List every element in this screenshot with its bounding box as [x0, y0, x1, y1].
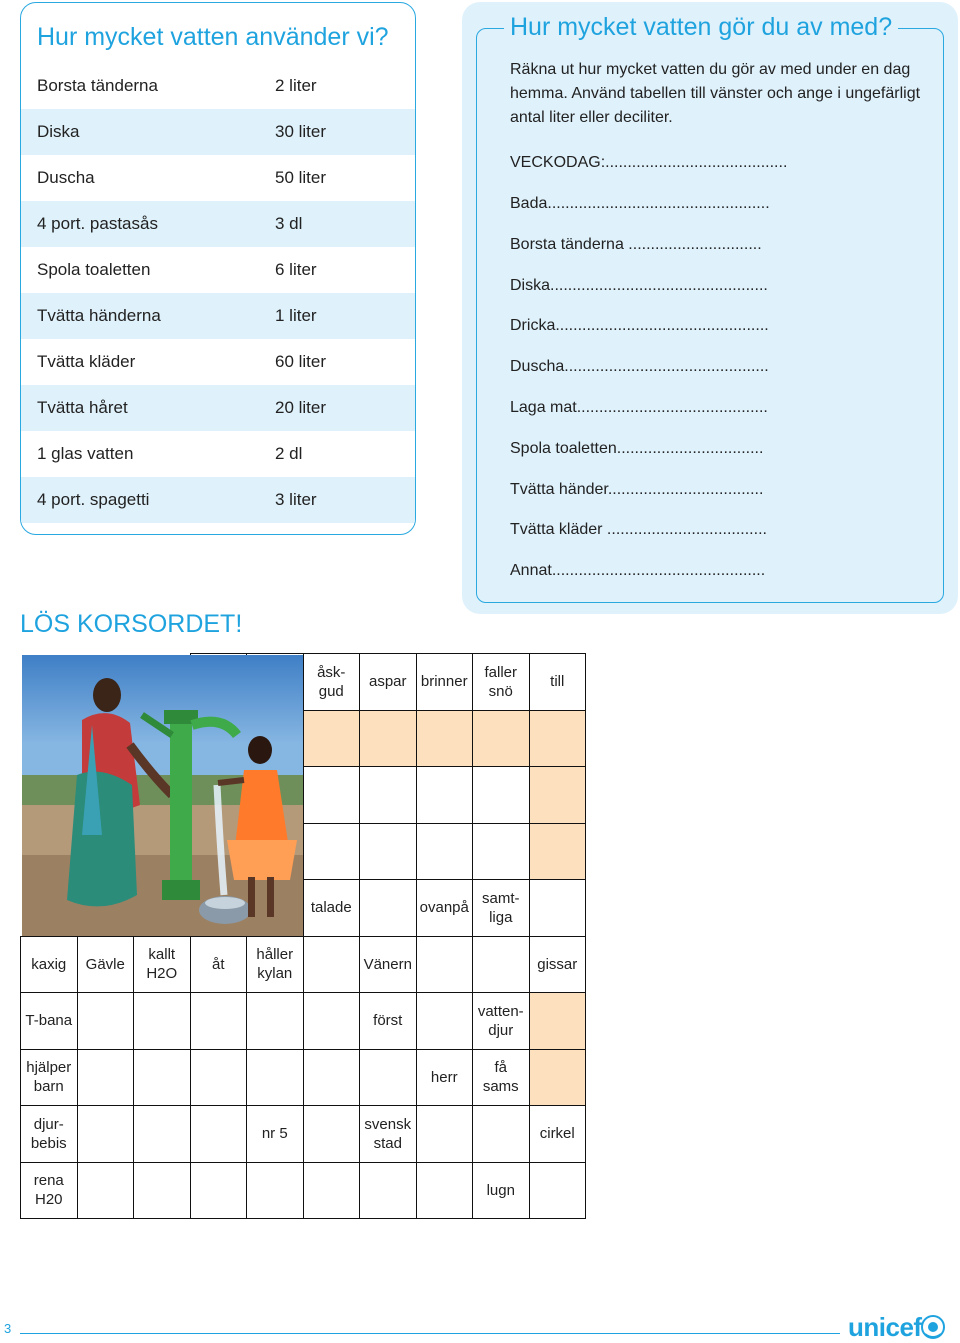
clue-text: åt — [211, 955, 225, 973]
crossword-answer-cell[interactable] — [246, 1162, 304, 1220]
clue-text: djur- bebis — [30, 1115, 67, 1152]
calc-item-field[interactable]: Dricka................................................ — [510, 317, 769, 335]
crossword-answer-cell[interactable] — [133, 1049, 191, 1107]
crossword-clue-cell — [246, 936, 304, 994]
clue-text: lugn — [486, 1181, 515, 1199]
crossword-clue-cell — [359, 936, 417, 994]
crossword-answer-cell[interactable] — [359, 1049, 417, 1107]
crossword-clue-cell — [472, 1162, 530, 1220]
crossword-answer-cell[interactable] — [77, 1049, 135, 1107]
page-number: 3 — [4, 1321, 12, 1336]
crossword-shaded-cell[interactable] — [529, 992, 587, 1050]
crossword-answer-cell[interactable] — [133, 1105, 191, 1163]
calc-item-field[interactable]: Tvätta händer................................... — [510, 480, 764, 498]
clue-text: hjälper barn — [26, 1059, 72, 1096]
crossword-answer-cell[interactable] — [359, 1162, 417, 1220]
crossword-answer-cell[interactable] — [416, 936, 474, 994]
crossword-clue-cell — [20, 1162, 78, 1220]
crossword-answer-cell[interactable] — [416, 823, 474, 881]
usage-amount: 2 liter — [275, 76, 317, 95]
crossword-clue-cell — [77, 936, 135, 994]
crossword-answer-cell[interactable] — [359, 879, 417, 937]
crossword-clue-cell — [472, 879, 530, 937]
usage-row — [21, 385, 415, 431]
usage-row — [21, 339, 415, 385]
crossword-answer-cell[interactable] — [133, 992, 191, 1050]
clue-text: nr 5 — [261, 1125, 288, 1143]
clue-text: åsk- gud — [317, 663, 346, 700]
crossword-clue-cell — [20, 936, 78, 994]
water-usage-table — [20, 2, 416, 535]
usage-row — [21, 431, 415, 477]
crossword-answer-cell[interactable] — [472, 823, 530, 881]
water-pump-photo — [22, 655, 303, 936]
usage-amount: 3 liter — [275, 490, 317, 509]
crossword-clue-cell — [20, 992, 78, 1050]
crossword-shaded-cell[interactable] — [529, 710, 587, 768]
usage-activity: Diska — [37, 122, 80, 141]
crossword-answer-cell[interactable] — [77, 992, 135, 1050]
crossword-answer-cell[interactable] — [416, 1162, 474, 1220]
crossword-answer-cell[interactable] — [303, 936, 361, 994]
usage-row — [21, 63, 415, 109]
crossword-answer-cell[interactable] — [303, 766, 361, 824]
usage-activity: Spola toaletten — [37, 260, 151, 279]
crossword-clue-cell — [472, 1049, 530, 1107]
clue-text: först — [373, 1012, 403, 1030]
clue-text: Gävle — [85, 955, 125, 973]
crossword-clue-cell — [416, 1049, 474, 1107]
calc-item-field[interactable]: Bada.................................................. — [510, 195, 770, 212]
crossword-clue-cell — [303, 653, 361, 711]
usage-table-title: Hur mycket vatten använder vi? — [37, 23, 389, 51]
usage-activity: Duscha — [37, 168, 95, 187]
calc-item-field[interactable]: Borsta tänderna .............................. — [510, 235, 762, 253]
crossword-answer-cell[interactable] — [416, 766, 474, 824]
crossword-answer-cell[interactable] — [190, 1049, 248, 1107]
calc-item-field[interactable]: Annat................................................ — [510, 562, 766, 580]
crossword-clue-cell — [359, 653, 417, 711]
usage-amount: 6 liter — [275, 260, 317, 279]
crossword-answer-cell[interactable] — [246, 1049, 304, 1107]
crossword-answer-cell[interactable] — [303, 823, 361, 881]
crossword-shaded-cell[interactable] — [303, 710, 361, 768]
usage-amount: 20 liter — [275, 398, 327, 417]
clue-text: rena H20 — [33, 1172, 64, 1209]
crossword-answer-cell[interactable] — [359, 766, 417, 824]
footer-rule — [20, 1333, 840, 1334]
crossword-answer-cell[interactable] — [416, 1105, 474, 1163]
crossword-clue-cell — [416, 879, 474, 937]
crossword-clue-cell — [529, 936, 587, 994]
crossword-clue-cell — [246, 1105, 304, 1163]
clue-text: cirkel — [539, 1125, 575, 1143]
crossword-clue-cell — [20, 1049, 78, 1107]
clue-text: faller snö — [484, 663, 517, 700]
usage-amount: 30 liter — [275, 122, 327, 141]
calc-title: Hur mycket vatten gör du av med? — [504, 13, 898, 41]
crossword-clue-cell — [529, 653, 587, 711]
usage-activity: Tvätta håret — [37, 398, 128, 417]
usage-activity: 4 port. pastasås — [37, 214, 158, 233]
clue-text: kaxig — [31, 955, 67, 973]
water-calculation-panel — [462, 2, 958, 614]
calc-item-field[interactable]: Tvätta kläder .................................... — [510, 521, 767, 539]
usage-row — [21, 247, 415, 293]
crossword-clue-cell — [303, 879, 361, 937]
crossword-clue-cell — [133, 936, 191, 994]
usage-amount: 2 dl — [275, 444, 303, 463]
crossword-answer-cell[interactable] — [529, 879, 587, 937]
crossword-answer-cell[interactable] — [303, 1105, 361, 1163]
usage-rows — [21, 63, 415, 523]
crossword-answer-cell[interactable] — [359, 823, 417, 881]
clue-text: ovanpå — [419, 899, 469, 917]
usage-amount: 60 liter — [275, 352, 327, 371]
clue-text: Vänern — [363, 955, 412, 973]
crossword-answer-cell[interactable] — [246, 992, 304, 1050]
crossword-shaded-cell[interactable] — [529, 766, 587, 824]
crossword-clue-cell — [416, 653, 474, 711]
unicef-logo: unicef — [848, 1312, 922, 1342]
calc-intro: Räkna ut hur mycket vatten du gör av med under en dag hemma. Använd tabellen till vänster och ange i ungefärligt antal liter eller deciliter. — [510, 61, 921, 126]
crossword-answer-cell[interactable] — [529, 1162, 587, 1220]
crossword-clue-cell — [472, 653, 530, 711]
usage-amount: 1 liter — [275, 306, 317, 325]
crossword-clue-cell — [529, 1105, 587, 1163]
usage-activity: 1 glas vatten — [37, 444, 134, 463]
crossword-answer-cell[interactable] — [472, 936, 530, 994]
crossword-answer-cell[interactable] — [77, 1162, 135, 1220]
clue-text: svensk stad — [364, 1115, 412, 1152]
clue-text: kallt H2O — [146, 946, 178, 983]
usage-amount: 50 liter — [275, 168, 327, 187]
clue-text: håller kylan — [256, 946, 294, 983]
crossword-answer-cell[interactable] — [133, 1162, 191, 1220]
usage-row — [21, 155, 415, 201]
usage-row — [21, 201, 415, 247]
crossword-clue-cell — [472, 992, 530, 1050]
clue-text: vatten- djur — [477, 1002, 524, 1039]
usage-row — [21, 293, 415, 339]
crossword-answer-cell[interactable] — [303, 1049, 361, 1107]
usage-row — [21, 477, 415, 523]
usage-amount: 3 dl — [275, 214, 303, 233]
crossword-shaded-cell[interactable] — [529, 823, 587, 881]
crossword-shaded-cell[interactable] — [472, 710, 530, 768]
clue-text: gissar — [537, 955, 578, 973]
clue-text: herr — [430, 1068, 458, 1086]
usage-activity: Borsta tänderna — [37, 76, 158, 95]
usage-activity: 4 port. spagetti — [37, 490, 150, 509]
crossword-clue-cell — [190, 936, 248, 994]
weekday-field[interactable]: VECKODAG:......................................... — [510, 154, 788, 171]
unicef-emblem-icon — [920, 1314, 946, 1340]
crossword-clue-cell — [359, 992, 417, 1050]
calc-item-field[interactable]: Diska................................................. — [510, 276, 768, 294]
clue-text: till — [550, 673, 565, 691]
clue-text: T-bana — [25, 1012, 73, 1030]
crossword-answer-cell[interactable] — [472, 1105, 530, 1163]
crossword-answer-cell[interactable] — [190, 992, 248, 1050]
calc-item-field[interactable]: Laga mat........................................... — [510, 399, 768, 416]
usage-activity: Tvätta händerna — [37, 306, 161, 325]
clue-text: aspar — [368, 673, 407, 691]
crossword-answer-cell[interactable] — [416, 992, 474, 1050]
usage-activity: Tvätta kläder — [37, 352, 136, 371]
usage-row — [21, 109, 415, 155]
crossword-answer-cell[interactable] — [472, 766, 530, 824]
crossword-clue-cell — [359, 1105, 417, 1163]
clue-text: talade — [310, 899, 352, 917]
crossword-answer-cell[interactable] — [303, 1162, 361, 1220]
calc-item-field[interactable]: Duscha.............................................. — [510, 358, 769, 376]
clue-text: brinner — [420, 673, 468, 691]
crossword-answer-cell[interactable] — [303, 992, 361, 1050]
crossword-shaded-cell[interactable] — [359, 710, 417, 768]
crossword-clue-cell — [20, 1105, 78, 1163]
crossword-shaded-cell[interactable] — [416, 710, 474, 768]
calc-item-field[interactable]: Spola toaletten................................. — [510, 439, 764, 457]
crossword-answer-cell[interactable] — [190, 1162, 248, 1220]
clue-text: få sams — [482, 1059, 519, 1096]
crossword-answer-cell[interactable] — [77, 1105, 135, 1163]
crossword-shaded-cell[interactable] — [529, 1049, 587, 1107]
crossword-title: LÖS KORSORDET! — [20, 610, 243, 638]
crossword-answer-cell[interactable] — [190, 1105, 248, 1163]
clue-text: samt- liga — [482, 889, 520, 926]
